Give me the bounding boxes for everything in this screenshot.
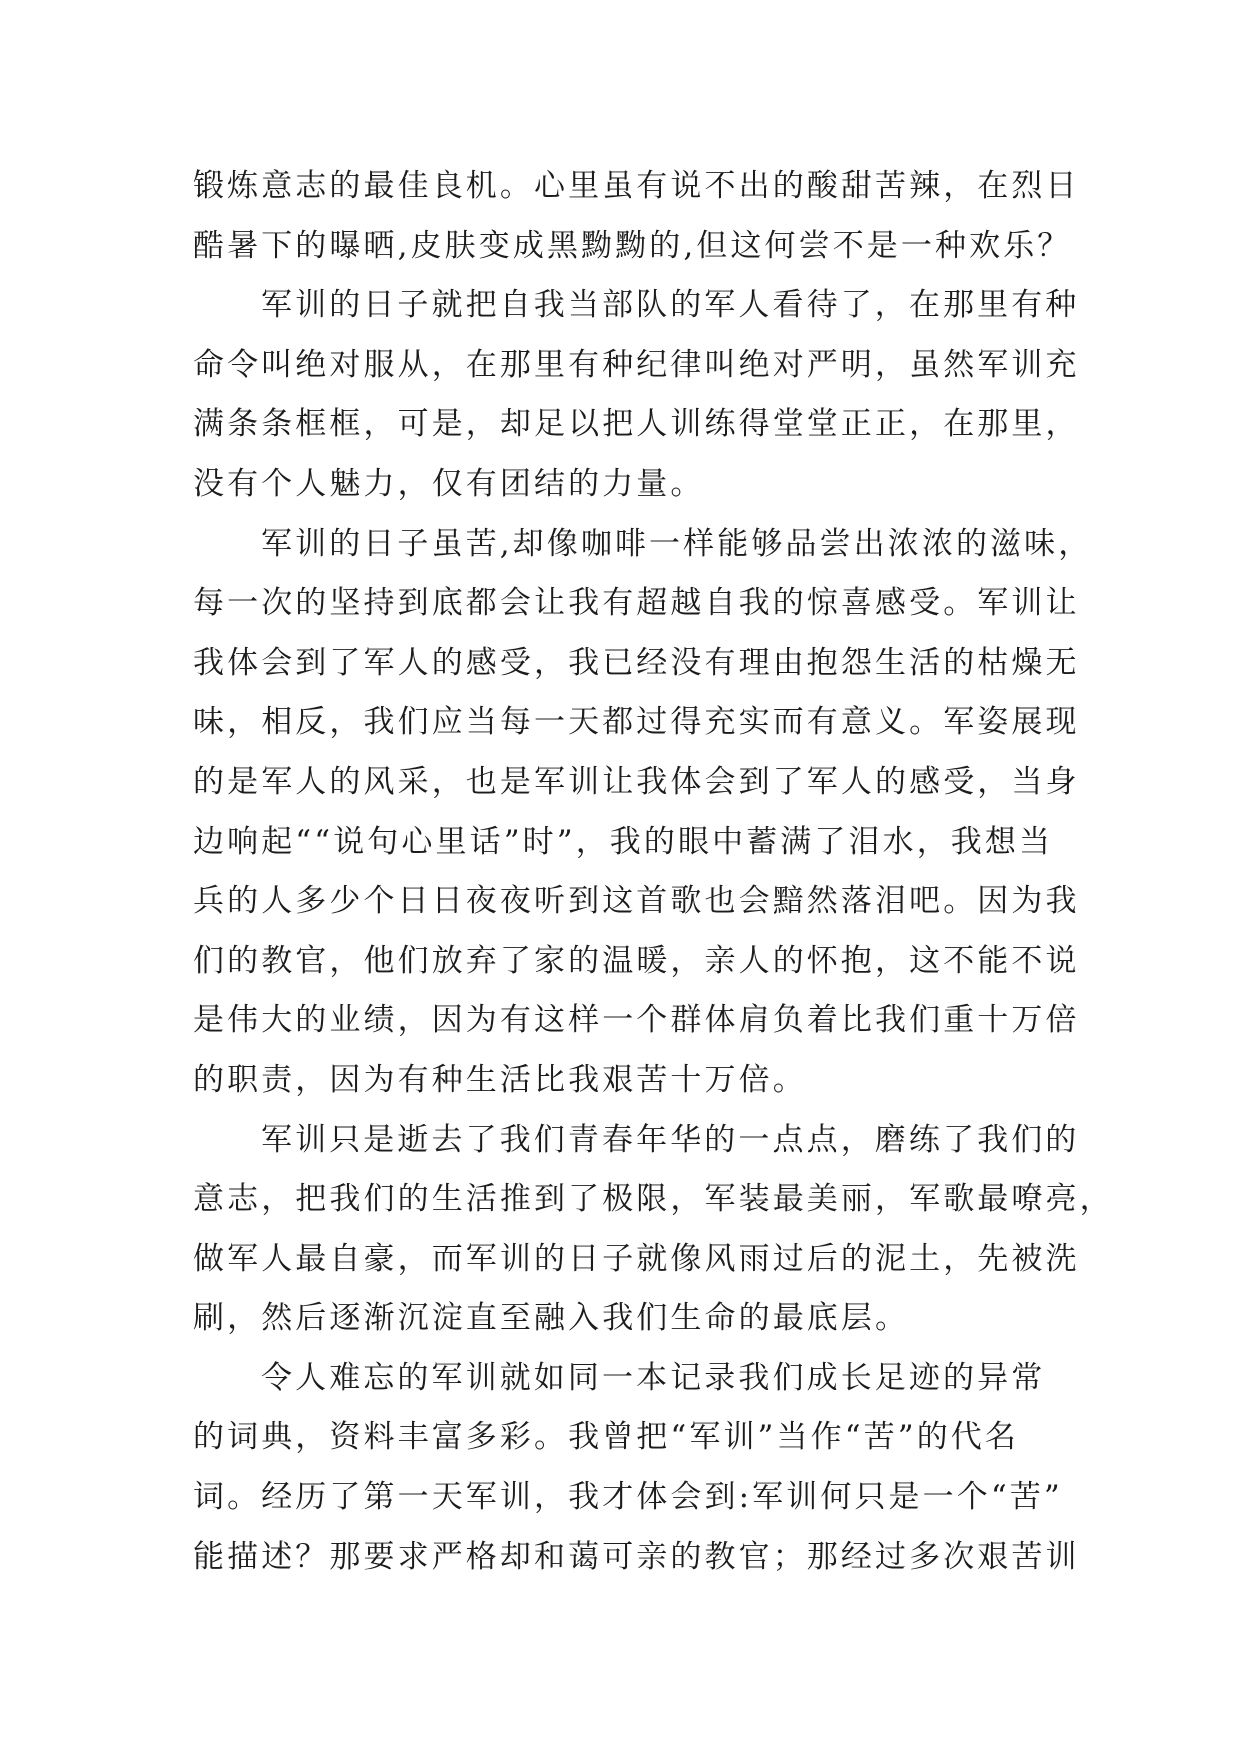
body-text [193, 157, 1114, 1587]
text-line: 词。经历了第一天军训，我才体会到:军训何只是一个“苦” [193, 1479, 1063, 1516]
text-line: 的是军人的风采，也是军训让我体会到了军人的感受，当身 [193, 763, 1080, 800]
text-line: 每一次的坚持到底都会让我有超越自我的惊喜感受。军训让 [193, 585, 1080, 622]
text-line: 们的教官，他们放弃了家的温暖，亲人的怀抱，这不能不说 [193, 942, 1080, 979]
text-line: 刷，然后逐渐沉淀直至融入我们生命的最底层。 [193, 1300, 910, 1337]
text-line: 我体会到了军人的感受，我已经没有理由抱怨生活的枯燥无 [193, 644, 1080, 681]
text-line: 味，相反，我们应当每一天都过得充实而有意义。军姿展现 [193, 704, 1080, 741]
paragraph-start-line: 军训只是逝去了我们青春年华的一点点，磨练了我们的 [261, 1121, 1080, 1158]
paragraph-start-line: 军训的日子虽苦,却像咖啡一样能够品尝出浓浓的滋味， [261, 525, 1093, 562]
text-line: 酷暑下的曝晒,皮肤变成黑黝黝的,但这何尝不是一种欢乐？ [193, 227, 1072, 264]
text-line: 锻炼意志的最佳良机。心里虽有说不出的酸甜苦辣，在烈日 [193, 168, 1080, 204]
paragraph-start-line: 令人难忘的军训就如同一本记录我们成长足迹的异常 [261, 1359, 1046, 1396]
text-line: 能描述？那要求严格却和蔼可亲的教官；那经过多次艰苦训 [193, 1538, 1080, 1575]
text-line: 做军人最自豪，而军训的日子就像风雨过后的泥土，先被洗 [193, 1240, 1080, 1277]
text-line: 兵的人多少个日日夜夜听到这首歌也会黯然落泪吧。因为我 [193, 883, 1080, 920]
text-line: 满条条框框，可是，却足以把人训练得堂堂正正，在那里， [193, 406, 1080, 443]
text-line: 的词典，资料丰富多彩。我曾把“军训”当作“苦”的代名 [193, 1419, 1019, 1456]
text-line: 边响起““说句心里话”时”，我的眼中蓄满了泪水，我想当 [193, 823, 1054, 860]
text-line: 的职责，因为有种生活比我艰苦十万倍。 [193, 1061, 807, 1098]
text-line: 是伟大的业绩，因为有这样一个群体肩负着比我们重十万倍 [193, 1002, 1080, 1039]
paragraph-start-line: 军训的日子就把自我当部队的军人看待了，在那里有种 [261, 287, 1080, 324]
text-line: 命令叫绝对服从，在那里有种纪律叫绝对严明，虽然军训充 [193, 346, 1080, 383]
text-line: 没有个人魅力，仅有团结的力量。 [193, 465, 705, 502]
text-line: 意志，把我们的生活推到了极限，军装最美丽，军歌最嘹亮， [193, 1181, 1114, 1218]
